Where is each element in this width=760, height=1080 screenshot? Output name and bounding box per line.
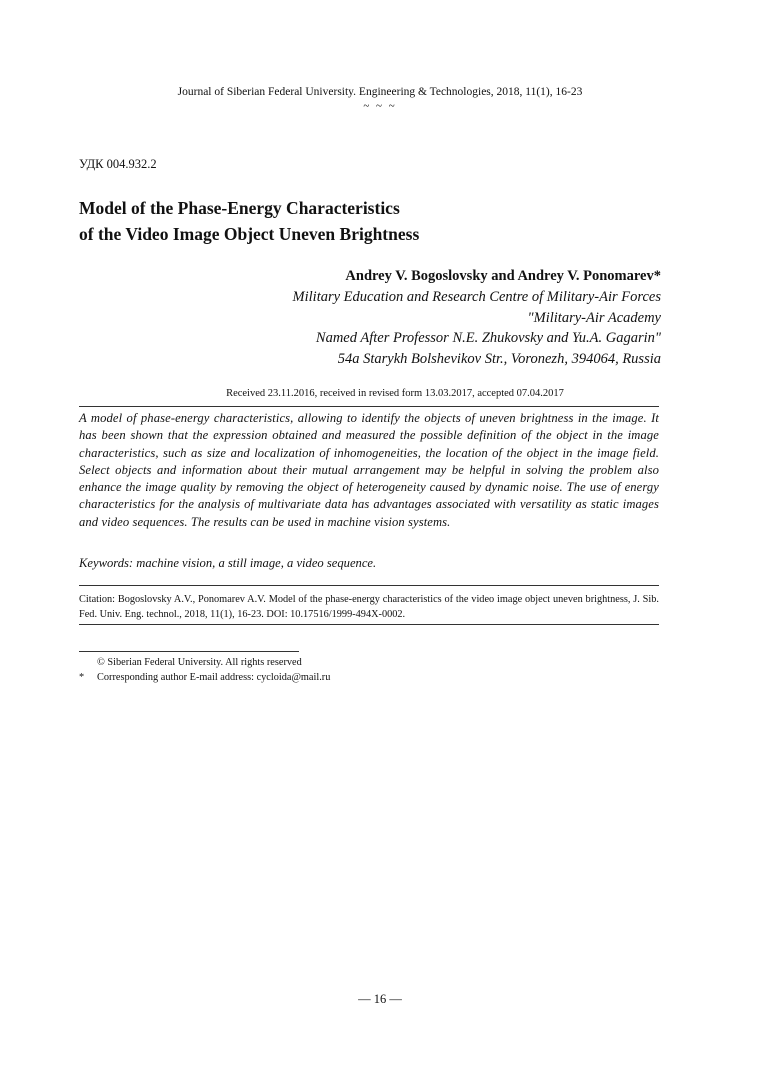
journal-title-line: Journal of Siberian Federal University. Engineering & Technologies, 2018, 11(1), 16-23 bbox=[177, 86, 583, 98]
keywords: Keywords: machine vision, a still image, a video sequence. bbox=[79, 556, 377, 570]
corresponding-author-text: Corresponding author E-mail address: cycloida@mail.ru bbox=[97, 672, 331, 683]
abstract: A model of phase-energy characteristics, allowing to identify the objects of uneven brightness in the image. It has been shown that the expression obtained and measured the possible definition of the object in the image characteristics, such as size and localization of inhomogeneities, the location of the object in the image field. Select objects and information about their mutual arrangement may be helpful in solving the problem also enhance the image quality by removing the object of heterogeneity caused by dynamic noise. The use of energy characteristics for the analysis of multivariate data has advantages associated with versatility as static images and video sequences. The results can be used in machine vision systems. bbox=[79, 411, 659, 529]
citation: Citation: Bogoslovsky A.V., Ponomarev A.V. Model of the phase-energy characteristics of the video image object uneven brightness, J. Sib. Fed. Univ. Eng. technol., 2018, 11(1), 16-23. DOI: 10.17516/1999-494X-0002. bbox=[79, 594, 659, 620]
affiliation-line-3: Named After Professor N.E. Zhukovsky and Yu.A. Gagarin" bbox=[315, 330, 661, 346]
footnote-rule bbox=[79, 651, 299, 652]
copyright-text: © Siberian Federal University. All rights reserved bbox=[97, 657, 302, 668]
affiliation-line-2: "Military-Air Academy bbox=[527, 309, 661, 326]
udk-code: УДК 004.932.2 bbox=[79, 157, 157, 171]
authors-block bbox=[101, 266, 661, 369]
footnote-copyright bbox=[79, 655, 579, 670]
title-line-2: of the Video Image Object Uneven Brightness bbox=[79, 224, 420, 244]
footnotes bbox=[79, 655, 579, 685]
citation-bottom-rule bbox=[79, 624, 659, 625]
footnote-star-mark: * bbox=[79, 672, 85, 683]
title-line-1: Model of the Phase-Energy Characteristics bbox=[79, 198, 400, 218]
footnote-corresponding bbox=[79, 670, 579, 685]
author-names: Andrey V. Bogoslovsky and Andrey V. Ponomarev* bbox=[345, 268, 661, 284]
journal-header bbox=[0, 85, 760, 112]
affiliation-address: 54a Starykh Bolshevikov Str., Voronezh, 394064, Russia bbox=[337, 350, 661, 367]
article-title bbox=[79, 195, 679, 247]
received-dates: Received 23.11.2016, received in revised form 13.03.2017, accepted 07.04.2017 bbox=[226, 388, 564, 399]
affiliation-line-1: Military Education and Research Centre of Military-Air Forces bbox=[292, 289, 661, 305]
abstract-top-rule bbox=[79, 406, 659, 407]
citation-top-rule bbox=[79, 585, 659, 586]
header-ornament: ~ ~ ~ bbox=[363, 100, 397, 112]
page-number: — 16 — bbox=[358, 992, 402, 1006]
